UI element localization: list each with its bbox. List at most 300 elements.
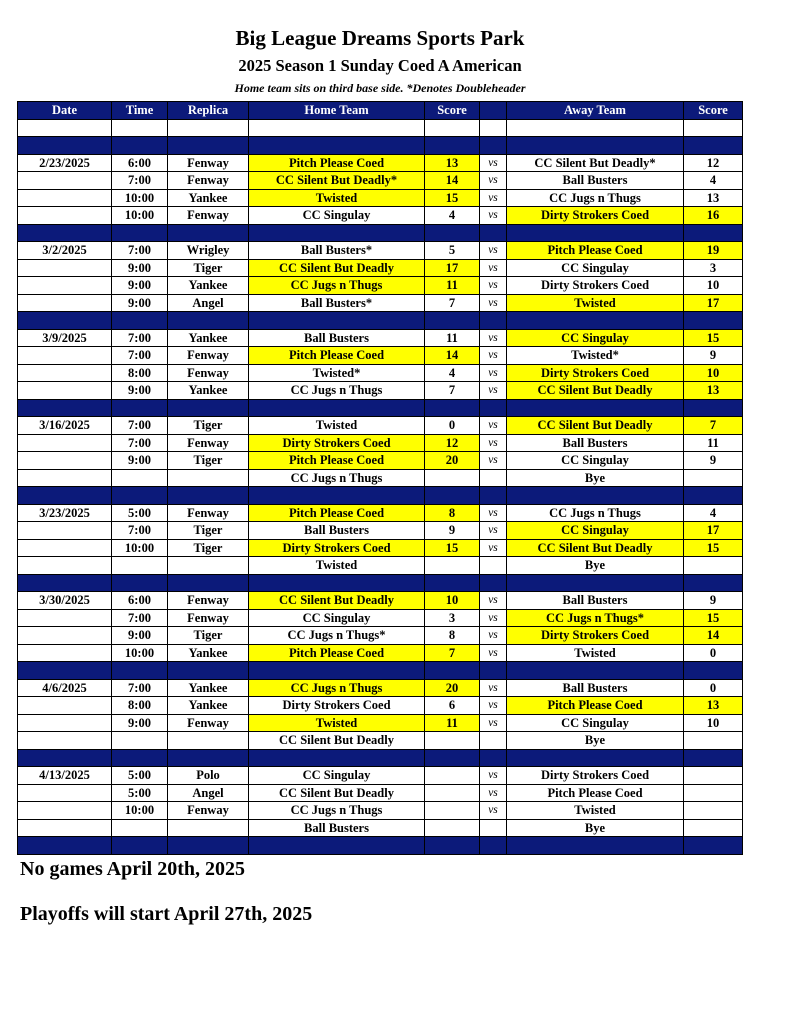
week-separator-row-cell <box>684 574 743 592</box>
home-team: CC Silent But Deadly <box>249 259 425 277</box>
vs-label <box>480 557 507 575</box>
game-date: 3/16/2025 <box>18 417 112 435</box>
game-field: Fenway <box>168 347 249 365</box>
game-time <box>112 469 168 487</box>
vs-label: vs <box>480 259 507 277</box>
game-row <box>18 767 743 785</box>
week-separator-row-cell <box>18 312 112 330</box>
game-row <box>18 469 743 487</box>
week-separator-row-cell <box>112 487 168 505</box>
game-time: 9:00 <box>112 452 168 470</box>
game-row <box>18 504 743 522</box>
week-separator-row-cell <box>112 399 168 417</box>
season-subtitle: 2025 Season 1 Sunday Coed A American <box>238 56 522 75</box>
week-separator-row <box>18 312 743 330</box>
game-time: 9:00 <box>112 382 168 400</box>
game-time: 9:00 <box>112 714 168 732</box>
game-field: Fenway <box>168 364 249 382</box>
game-field: Tiger <box>168 417 249 435</box>
week-separator-row-cell <box>507 399 684 417</box>
home-team: Ball Busters <box>249 522 425 540</box>
game-time: 8:00 <box>112 364 168 382</box>
game-row <box>18 452 743 470</box>
game-field: Fenway <box>168 154 249 172</box>
home-team: Pitch Please Coed <box>249 452 425 470</box>
game-date: 4/13/2025 <box>18 767 112 785</box>
game-date <box>18 434 112 452</box>
week-separator-row-cell <box>684 837 743 855</box>
home-team: Pitch Please Coed <box>249 154 425 172</box>
home-score <box>425 767 480 785</box>
away-score: 11 <box>684 434 743 452</box>
home-score: 20 <box>425 679 480 697</box>
home-score: 4 <box>425 364 480 382</box>
blank-row-cell <box>18 119 112 137</box>
game-row <box>18 557 743 575</box>
home-score: 14 <box>425 347 480 365</box>
game-row <box>18 172 743 190</box>
game-row <box>18 592 743 610</box>
away-score: 10 <box>684 364 743 382</box>
week-separator-row-cell <box>112 137 168 155</box>
game-row <box>18 644 743 662</box>
game-time: 8:00 <box>112 697 168 715</box>
game-row <box>18 207 743 225</box>
week-separator-row-cell <box>480 662 507 680</box>
away-team: Pitch Please Coed <box>507 242 684 260</box>
game-row <box>18 732 743 750</box>
game-date: 2/23/2025 <box>18 154 112 172</box>
home-score <box>425 784 480 802</box>
week-separator-row-cell <box>249 312 425 330</box>
game-time: 9:00 <box>112 294 168 312</box>
away-team: Twisted* <box>507 347 684 365</box>
home-score: 9 <box>425 522 480 540</box>
game-field: Tiger <box>168 452 249 470</box>
game-row <box>18 679 743 697</box>
week-separator-row-cell <box>425 574 480 592</box>
game-field: Polo <box>168 767 249 785</box>
week-separator-row-cell <box>18 399 112 417</box>
game-row <box>18 329 743 347</box>
week-separator-row-cell <box>18 574 112 592</box>
away-score: 9 <box>684 452 743 470</box>
game-field: Fenway <box>168 504 249 522</box>
game-time: 7:00 <box>112 242 168 260</box>
game-row <box>18 784 743 802</box>
vs-label: vs <box>480 294 507 312</box>
game-date: 3/9/2025 <box>18 329 112 347</box>
game-time: 10:00 <box>112 207 168 225</box>
home-team: CC Silent But Deadly <box>249 784 425 802</box>
away-score: 9 <box>684 592 743 610</box>
game-date <box>18 382 112 400</box>
home-score: 15 <box>425 539 480 557</box>
table-header-row <box>18 102 743 120</box>
no-games-note: No games April 20th, 2025 <box>20 858 245 880</box>
away-score <box>684 802 743 820</box>
home-team: CC Jugs n Thugs <box>249 802 425 820</box>
game-date <box>18 522 112 540</box>
game-time: 10:00 <box>112 644 168 662</box>
vs-label: vs <box>480 154 507 172</box>
week-separator-row-cell <box>507 662 684 680</box>
week-separator-row-cell <box>507 312 684 330</box>
week-separator-row-cell <box>18 137 112 155</box>
blank-row-cell <box>480 119 507 137</box>
week-separator-row-cell <box>112 749 168 767</box>
game-time: 9:00 <box>112 259 168 277</box>
away-team: Dirty Strokers Coed <box>507 207 684 225</box>
home-team: CC Singulay <box>249 207 425 225</box>
home-team: Twisted <box>249 417 425 435</box>
game-row <box>18 277 743 295</box>
home-score: 7 <box>425 294 480 312</box>
week-separator-row-cell <box>249 662 425 680</box>
away-team: Pitch Please Coed <box>507 784 684 802</box>
home-score <box>425 802 480 820</box>
home-score: 0 <box>425 417 480 435</box>
game-row <box>18 802 743 820</box>
vs-label: vs <box>480 347 507 365</box>
week-separator-row-cell <box>168 224 249 242</box>
game-date <box>18 819 112 837</box>
game-row <box>18 627 743 645</box>
blank-row <box>18 119 743 137</box>
game-row <box>18 434 743 452</box>
vs-label: vs <box>480 714 507 732</box>
week-separator-row-cell <box>507 837 684 855</box>
away-score: 15 <box>684 609 743 627</box>
game-date <box>18 207 112 225</box>
away-team: Ball Busters <box>507 592 684 610</box>
week-separator-row-cell <box>249 137 425 155</box>
game-time: 7:00 <box>112 347 168 365</box>
week-separator-row-cell <box>249 749 425 767</box>
away-score: 17 <box>684 294 743 312</box>
col-header-vs <box>480 102 507 120</box>
vs-label: vs <box>480 627 507 645</box>
away-team: CC Singulay <box>507 714 684 732</box>
home-team: Ball Busters <box>249 819 425 837</box>
game-row <box>18 189 743 207</box>
week-separator-row-cell <box>507 487 684 505</box>
game-date <box>18 294 112 312</box>
home-score <box>425 732 480 750</box>
home-team: Dirty Strokers Coed <box>249 434 425 452</box>
game-time: 7:00 <box>112 522 168 540</box>
home-team: Pitch Please Coed <box>249 347 425 365</box>
blank-row-cell <box>249 119 425 137</box>
game-date <box>18 259 112 277</box>
home-team: CC Silent But Deadly <box>249 592 425 610</box>
vs-label: vs <box>480 592 507 610</box>
game-date <box>18 452 112 470</box>
home-team: Dirty Strokers Coed <box>249 539 425 557</box>
game-field: Angel <box>168 784 249 802</box>
week-separator-row-cell <box>112 312 168 330</box>
home-team: CC Silent But Deadly* <box>249 172 425 190</box>
week-separator-row-cell <box>168 749 249 767</box>
week-separator-row-cell <box>168 837 249 855</box>
week-separator-row-cell <box>112 574 168 592</box>
game-row <box>18 417 743 435</box>
week-separator-row-cell <box>168 662 249 680</box>
away-team: CC Jugs n Thugs <box>507 504 684 522</box>
week-separator-row-cell <box>168 487 249 505</box>
blank-row-cell <box>684 119 743 137</box>
schedule-table <box>17 101 743 855</box>
game-time: 7:00 <box>112 434 168 452</box>
game-date <box>18 697 112 715</box>
away-score: 0 <box>684 679 743 697</box>
away-team: Ball Busters <box>507 434 684 452</box>
away-score <box>684 784 743 802</box>
blank-row-cell <box>507 119 684 137</box>
home-team: Pitch Please Coed <box>249 644 425 662</box>
away-team: Twisted <box>507 802 684 820</box>
week-separator-row-cell <box>249 224 425 242</box>
game-time: 7:00 <box>112 679 168 697</box>
vs-label: vs <box>480 644 507 662</box>
game-date <box>18 802 112 820</box>
game-field: Fenway <box>168 207 249 225</box>
away-team: Ball Busters <box>507 679 684 697</box>
game-date <box>18 469 112 487</box>
week-separator-row-cell <box>168 137 249 155</box>
vs-label: vs <box>480 767 507 785</box>
away-score <box>684 557 743 575</box>
game-field: Yankee <box>168 697 249 715</box>
vs-label: vs <box>480 539 507 557</box>
away-team: Twisted <box>507 644 684 662</box>
away-team: Dirty Strokers Coed <box>507 627 684 645</box>
game-field: Yankee <box>168 644 249 662</box>
week-separator-row-cell <box>112 224 168 242</box>
col-header-date: Date <box>18 102 112 120</box>
game-date <box>18 364 112 382</box>
game-time: 5:00 <box>112 767 168 785</box>
week-separator-row-cell <box>168 574 249 592</box>
vs-label: vs <box>480 329 507 347</box>
game-row <box>18 697 743 715</box>
away-team: CC Silent But Deadly <box>507 382 684 400</box>
game-date <box>18 627 112 645</box>
game-date <box>18 189 112 207</box>
game-date <box>18 609 112 627</box>
col-header-time: Time <box>112 102 168 120</box>
game-date <box>18 347 112 365</box>
game-field <box>168 819 249 837</box>
week-separator-row-cell <box>480 312 507 330</box>
week-separator-row-cell <box>18 487 112 505</box>
away-team: Bye <box>507 557 684 575</box>
game-date <box>18 644 112 662</box>
game-field: Wrigley <box>168 242 249 260</box>
game-date: 3/23/2025 <box>18 504 112 522</box>
home-score <box>425 819 480 837</box>
home-score: 11 <box>425 277 480 295</box>
week-separator-row-cell <box>684 137 743 155</box>
week-separator-row-cell <box>480 749 507 767</box>
home-team: Twisted <box>249 189 425 207</box>
game-date: 3/30/2025 <box>18 592 112 610</box>
home-score: 8 <box>425 504 480 522</box>
home-team: CC Singulay <box>249 767 425 785</box>
week-separator-row-cell <box>249 837 425 855</box>
week-separator-row-cell <box>249 574 425 592</box>
game-row <box>18 539 743 557</box>
game-row <box>18 714 743 732</box>
home-score: 12 <box>425 434 480 452</box>
home-team: Ball Busters <box>249 329 425 347</box>
away-score: 13 <box>684 189 743 207</box>
game-date <box>18 277 112 295</box>
blank-row-cell <box>425 119 480 137</box>
away-score: 15 <box>684 539 743 557</box>
game-field: Yankee <box>168 382 249 400</box>
game-time: 5:00 <box>112 784 168 802</box>
week-separator-row <box>18 137 743 155</box>
home-team: CC Jugs n Thugs* <box>249 627 425 645</box>
week-separator-row-cell <box>425 224 480 242</box>
week-separator-row-cell <box>480 224 507 242</box>
vs-label <box>480 732 507 750</box>
home-score: 7 <box>425 644 480 662</box>
week-separator-row-cell <box>249 487 425 505</box>
home-score <box>425 557 480 575</box>
game-field: Fenway <box>168 172 249 190</box>
week-separator-row-cell <box>684 224 743 242</box>
away-team: CC Singulay <box>507 259 684 277</box>
vs-label: vs <box>480 802 507 820</box>
game-time: 10:00 <box>112 539 168 557</box>
away-score: 7 <box>684 417 743 435</box>
game-field <box>168 469 249 487</box>
home-score: 11 <box>425 714 480 732</box>
away-score: 17 <box>684 522 743 540</box>
game-time: 9:00 <box>112 277 168 295</box>
away-team: Dirty Strokers Coed <box>507 364 684 382</box>
game-date <box>18 714 112 732</box>
away-score: 16 <box>684 207 743 225</box>
home-score: 7 <box>425 382 480 400</box>
game-time: 7:00 <box>112 329 168 347</box>
vs-label <box>480 819 507 837</box>
game-date <box>18 732 112 750</box>
game-field: Yankee <box>168 329 249 347</box>
week-separator-row-cell <box>507 574 684 592</box>
home-team: CC Silent But Deadly <box>249 732 425 750</box>
vs-label: vs <box>480 434 507 452</box>
game-field <box>168 732 249 750</box>
week-separator-row-cell <box>684 749 743 767</box>
week-separator-row-cell <box>507 224 684 242</box>
home-team: Pitch Please Coed <box>249 504 425 522</box>
home-team: CC Jugs n Thugs <box>249 469 425 487</box>
game-row <box>18 242 743 260</box>
week-separator-row-cell <box>480 399 507 417</box>
away-team: CC Silent But Deadly* <box>507 154 684 172</box>
playoffs-note: Playoffs will start April 27th, 2025 <box>20 903 313 925</box>
home-score: 8 <box>425 627 480 645</box>
away-team: Bye <box>507 732 684 750</box>
game-field: Tiger <box>168 627 249 645</box>
home-team: Dirty Strokers Coed <box>249 697 425 715</box>
week-separator-row-cell <box>507 137 684 155</box>
vs-label: vs <box>480 609 507 627</box>
away-score: 3 <box>684 259 743 277</box>
game-time: 6:00 <box>112 592 168 610</box>
game-field: Angel <box>168 294 249 312</box>
game-field: Tiger <box>168 539 249 557</box>
home-team: Twisted <box>249 714 425 732</box>
away-score: 13 <box>684 382 743 400</box>
vs-label: vs <box>480 784 507 802</box>
week-separator-row <box>18 487 743 505</box>
home-score: 14 <box>425 172 480 190</box>
game-date: 4/6/2025 <box>18 679 112 697</box>
game-row <box>18 294 743 312</box>
away-score: 10 <box>684 714 743 732</box>
blank-row-cell <box>112 119 168 137</box>
game-row <box>18 154 743 172</box>
home-score: 5 <box>425 242 480 260</box>
game-field: Fenway <box>168 434 249 452</box>
vs-label: vs <box>480 679 507 697</box>
vs-label: vs <box>480 382 507 400</box>
schedule-note: Home team sits on third base side. *Denotes Doubleheader <box>234 81 526 95</box>
game-field: Yankee <box>168 679 249 697</box>
away-score: 13 <box>684 697 743 715</box>
home-score: 13 <box>425 154 480 172</box>
away-team: CC Silent But Deadly <box>507 539 684 557</box>
week-separator-row-cell <box>18 749 112 767</box>
game-time <box>112 557 168 575</box>
game-time: 7:00 <box>112 609 168 627</box>
col-header-home-score: Score <box>425 102 480 120</box>
vs-label: vs <box>480 207 507 225</box>
week-separator-row <box>18 224 743 242</box>
vs-label: vs <box>480 417 507 435</box>
week-separator-row-cell <box>507 749 684 767</box>
col-header-replica: Replica <box>168 102 249 120</box>
game-time: 7:00 <box>112 417 168 435</box>
away-score: 10 <box>684 277 743 295</box>
home-score: 11 <box>425 329 480 347</box>
away-team: Pitch Please Coed <box>507 697 684 715</box>
game-field: Tiger <box>168 259 249 277</box>
away-score: 4 <box>684 504 743 522</box>
week-separator-row-cell <box>425 662 480 680</box>
away-team: Dirty Strokers Coed <box>507 767 684 785</box>
away-score: 14 <box>684 627 743 645</box>
vs-label: vs <box>480 189 507 207</box>
game-field: Yankee <box>168 277 249 295</box>
game-field: Tiger <box>168 522 249 540</box>
game-time <box>112 819 168 837</box>
week-separator-row-cell <box>425 399 480 417</box>
week-separator-row <box>18 837 743 855</box>
away-score <box>684 767 743 785</box>
game-row <box>18 382 743 400</box>
game-row <box>18 609 743 627</box>
vs-label: vs <box>480 522 507 540</box>
game-time: 10:00 <box>112 189 168 207</box>
home-score: 20 <box>425 452 480 470</box>
week-separator-row-cell <box>480 574 507 592</box>
week-separator-row-cell <box>112 837 168 855</box>
